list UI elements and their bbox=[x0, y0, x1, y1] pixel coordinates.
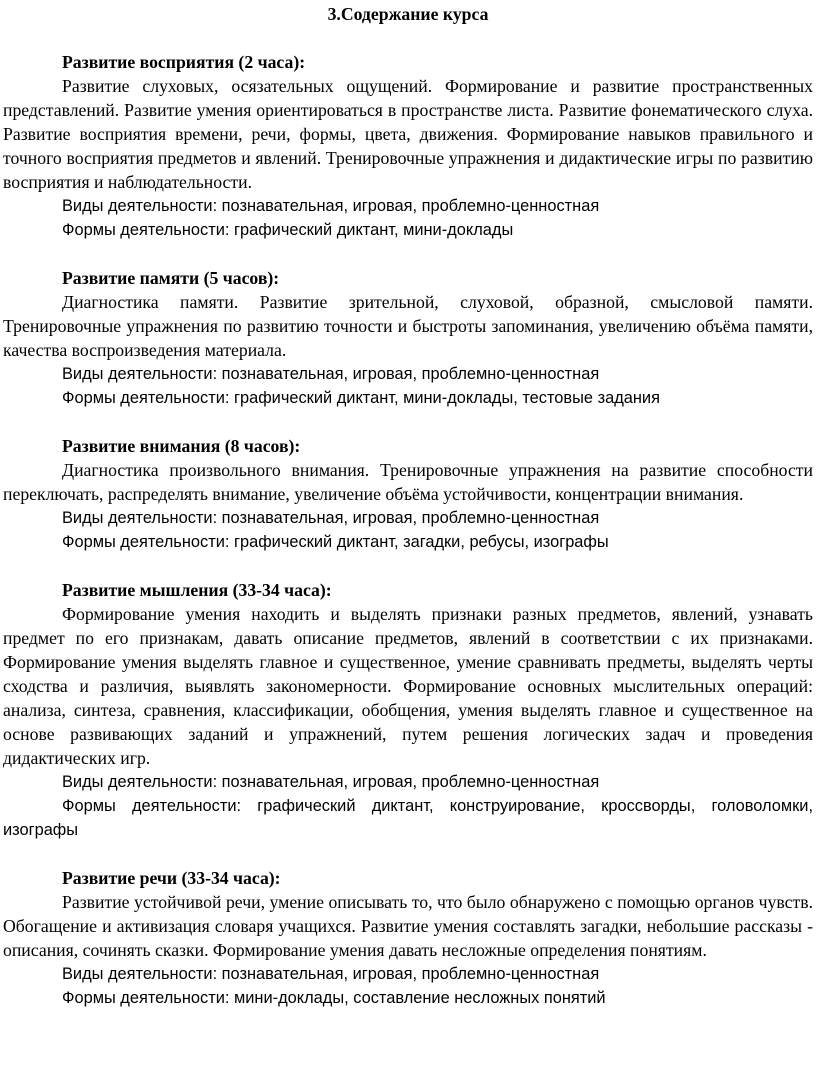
section-perception bbox=[3, 50, 813, 242]
section-paragraph: Развитие слуховых, осязательных ощущений. Формирование и развитие пространственных представлений. Развитие умения ориентироваться в пространстве листа. Развитие фонематического слуха. Развитие восприятия времени, речи, формы, цвета, движения. Формирование навыков правильного и точного восприятия предметов и явлений. Тренировочные упражнения и дидактические игры по развитию восприятия и наблюдательности. bbox=[3, 76, 813, 192]
page-title: 3.Содержание курса bbox=[327, 4, 489, 24]
section-heading: Развитие восприятия (2 часа): bbox=[62, 52, 306, 72]
activity-types: Виды деятельности: познавательная, игровая, проблемно-ценностная bbox=[62, 965, 600, 983]
activity-forms: Формы деятельности: графический диктант, мини-доклады bbox=[62, 221, 514, 239]
section-paragraph: Развитие устойчивой речи, умение описывать то, что было обнаружено с помощью органов чувств. Обогащение и активизация словаря учащихся. Развитие умения составлять загадки, небольшие рассказы - описания, сочинять сказки. Формирование умения давать несложные определения понятиям. bbox=[3, 892, 813, 960]
activity-forms: Формы деятельности: графический диктант, мини-доклады, тестовые задания bbox=[62, 389, 660, 407]
section-memory bbox=[3, 266, 813, 410]
activity-types: Виды деятельности: познавательная, игровая, проблемно-ценностная bbox=[62, 509, 600, 527]
activity-types: Виды деятельности: познавательная, игровая, проблемно-ценностная bbox=[62, 197, 600, 215]
section-heading: Развитие мышления (33-34 часа): bbox=[62, 580, 332, 600]
activity-types: Виды деятельности: познавательная, игровая, проблемно-ценностная bbox=[62, 773, 600, 791]
section-paragraph: Формирование умения находить и выделять признаки разных предметов, явлений, узнавать предмет по его признакам, давать описание предметов, явлений в соответствии с их признаками. Формирование умения выделять главное и существенное, умение сравнивать предметы, выделять черты сходства и различия, выявлять закономерности. Формирование основных мыслительных операций: анализа, синтеза, сравнения, классификации, обобщения, умения выделять главное и существенное на основе развивающих заданий и упражнений, путем решения логических задач и проведения дидактических игр. bbox=[3, 604, 813, 768]
activity-forms: Формы деятельности: мини-доклады, составление несложных понятий bbox=[62, 989, 606, 1007]
section-heading: Развитие внимания (8 часов): bbox=[62, 436, 301, 456]
section-heading: Развитие речи (33-34 часа): bbox=[62, 868, 281, 888]
section-attention bbox=[3, 434, 813, 554]
section-paragraph: Диагностика произвольного внимания. Тренировочные упражнения на развитие способности переключать, распределять внимание, увеличение объёма устойчивости, концентрации внимания. bbox=[3, 460, 813, 504]
section-paragraph: Диагностика памяти. Развитие зрительной, слуховой, образной, смысловой памяти. Тренировочные упражнения по развитию точности и быстроты запоминания, увеличению объёма памяти, качества воспроизведения материала. bbox=[3, 292, 813, 360]
activity-forms: Формы деятельности: графический диктант, загадки, ребусы, изографы bbox=[62, 533, 609, 551]
activity-types: Виды деятельности: познавательная, игровая, проблемно-ценностная bbox=[62, 365, 600, 383]
section-thinking bbox=[3, 578, 813, 842]
section-heading: Развитие памяти (5 часов): bbox=[62, 268, 280, 288]
activity-forms: Формы деятельности: графический диктант, конструирование, кроссворды, головоломки, изографы bbox=[3, 797, 813, 839]
section-speech bbox=[3, 866, 813, 1010]
